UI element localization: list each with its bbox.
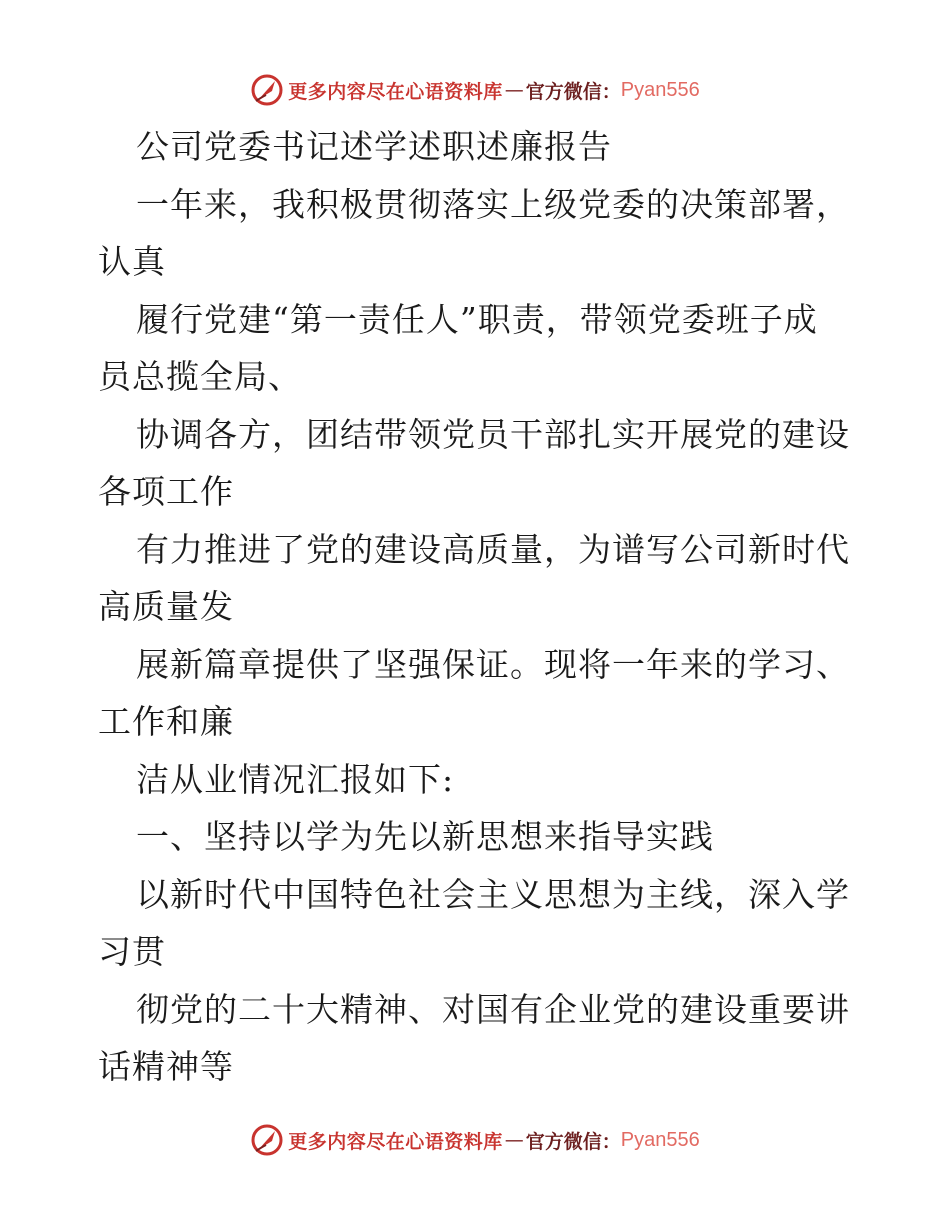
watermark-text: 更多内容尽在心语资料库	[288, 1130, 503, 1153]
text-line: 履行党建“第一责任人”职责，带领党委班子成	[136, 299, 818, 339]
watermark-wechat-id: Pyan556	[620, 1128, 700, 1151]
quill-logo-icon	[250, 1123, 284, 1157]
text-line: 公司党委书记述学述职述廉报告	[136, 127, 612, 166]
text-line: 高质量发	[98, 587, 234, 626]
watermark-dash: —	[504, 79, 524, 101]
text-line: 各项工作	[98, 472, 234, 511]
text-line: 展新篇章提供了坚强保证。现将一年来的学习、	[136, 644, 850, 684]
text-line: 员总揽全局、	[98, 357, 302, 396]
text-line: 习贯	[98, 932, 166, 971]
text-line: 洁从业情况汇报如下:	[136, 759, 455, 799]
watermark-wechat-label: 官方微信：	[525, 80, 621, 103]
text-line: 工作和廉	[98, 702, 234, 741]
text-line: 协调各方，团结带领党员干部扎实开展党的建设	[136, 414, 850, 454]
text-line: 话精神等	[98, 1047, 234, 1086]
watermark-wechat-id: Pyan556	[620, 78, 700, 101]
watermark-text: 更多内容尽在心语资料库	[288, 80, 503, 103]
watermark-wechat-label: 官方微信：	[525, 1130, 621, 1153]
text-line: 认真	[98, 242, 166, 281]
header-watermark	[0, 70, 950, 110]
text-line: 一、坚持以学为先以新思想来指导实践	[136, 817, 714, 856]
footer-watermark	[0, 1120, 950, 1160]
text-line: 一年来，我积极贯彻落实上级党委的决策部署，	[136, 184, 850, 224]
watermark-dash: —	[504, 1129, 524, 1151]
text-line: 彻党的二十大精神、对国有企业党的建设重要讲	[136, 989, 850, 1029]
text-line: 有力推进了党的建设高质量，为谱写公司新时代	[136, 529, 850, 569]
quill-logo-icon	[250, 73, 284, 107]
document-body	[98, 118, 858, 1096]
text-line: 以新时代中国特色社会主义思想为主线，深入学	[136, 874, 850, 914]
